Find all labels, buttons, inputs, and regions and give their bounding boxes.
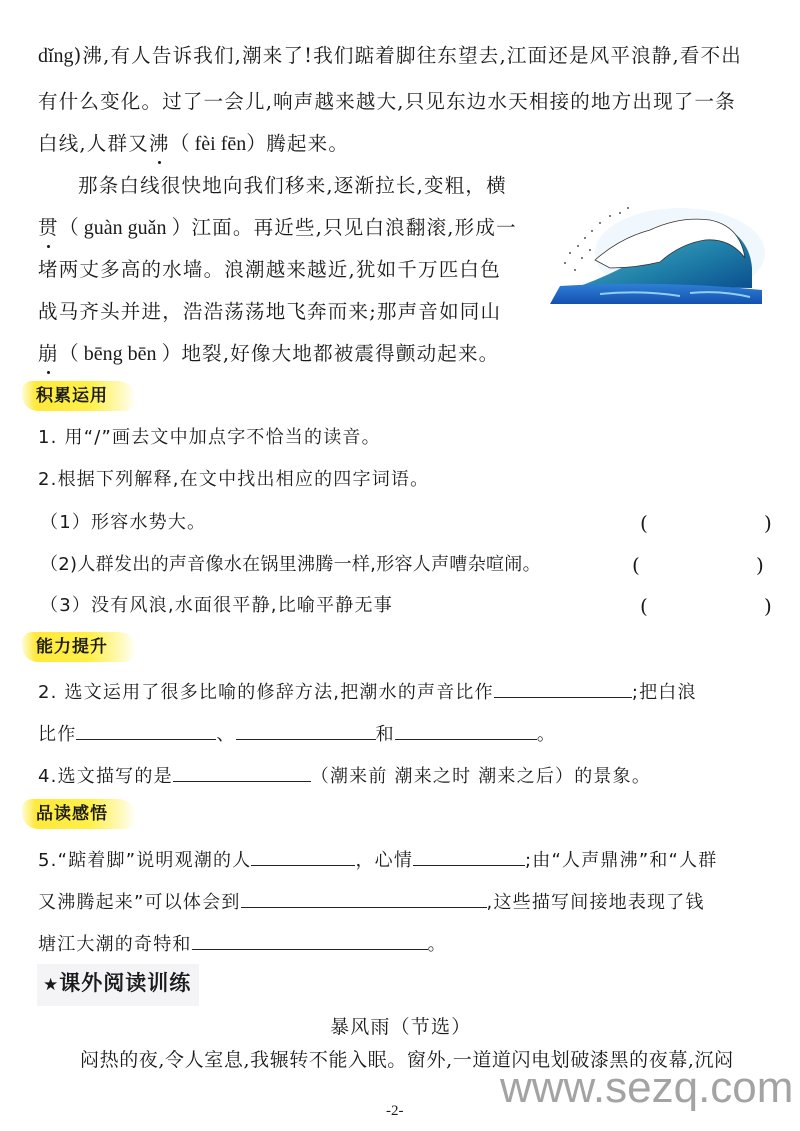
question-text: 2. 选文运用了很多比喻的修辞方法,把潮水的声音比作 xyxy=(38,682,494,703)
sub-question-2: （2)人群发出的声音像水在锅里沸腾一样,形容人声嘈杂喧闹。 xyxy=(40,554,541,575)
question-text: ，心情 xyxy=(355,850,414,871)
question-text: 和 xyxy=(375,724,395,745)
answer-open-paren: ( xyxy=(632,553,640,577)
section-tag-appreciate: 品读感悟 xyxy=(22,799,136,829)
passage-line-3 xyxy=(38,130,349,158)
passage-text: 那条白线很快地向我们移来,逐渐拉长,变粗，横 xyxy=(78,174,507,197)
star-icon: ★ xyxy=(43,975,60,995)
question-5-line1 xyxy=(38,845,718,875)
dotted-char: 崩 xyxy=(38,340,59,368)
answer-close-paren: ) xyxy=(764,511,772,535)
passage-text: 腾起来。 xyxy=(266,132,350,155)
question-ability-4 xyxy=(38,761,651,791)
passage-line-4 xyxy=(78,172,507,200)
answer-open-paren: ( xyxy=(640,511,648,535)
article-first-line: 闷热的夜,令人室息,我辗转不能入眠。窗外,一道道闪电划破漆黑的夜幕,沉闷 xyxy=(80,1049,734,1071)
fill-blank[interactable] xyxy=(251,845,355,866)
question-2: 2.根据下列解释,在文中找出相应的四字词语。 xyxy=(38,469,430,490)
question-text: 又沸腾起来”可以体会到 xyxy=(38,892,241,913)
question-5-line2 xyxy=(38,887,705,917)
answer-close-paren: ) xyxy=(756,553,764,577)
fill-blank[interactable] xyxy=(241,887,487,908)
passage-text: 有什么变化。过了一会儿,响声越来越大,只见东边水天相接的地方出现了一条 xyxy=(38,90,736,113)
question-1: 1. 用“/”画去文中加点字不恰当的读音。 xyxy=(38,427,381,448)
answer-open-paren: ( xyxy=(640,594,648,618)
fill-blank[interactable] xyxy=(192,929,428,950)
question-text: 比作 xyxy=(38,724,77,745)
passage-line-8 xyxy=(38,340,499,368)
article-title: 暴风雨（节选） xyxy=(330,1016,472,1038)
dotted-char: 贯 xyxy=(38,214,59,242)
pinyin-options: （ bēng bēn ） xyxy=(58,343,182,365)
page-number: -2- xyxy=(386,1103,404,1119)
watermark: www.sezq.com xyxy=(500,1063,794,1112)
passage-line-1 xyxy=(38,42,742,70)
sub-question-1: （1）形容水势大。 xyxy=(40,512,207,533)
passage-text: 江面。再近些,只见白浪翻滚,形成一 xyxy=(191,216,517,239)
extra-reading-title: 课外阅读训练 xyxy=(59,971,192,995)
question-text: （潮来前 潮来之时 潮来之后）的景象。 xyxy=(310,766,652,787)
section-tag-accumulate: 积累运用 xyxy=(22,381,136,411)
fill-blank[interactable] xyxy=(494,677,632,698)
question-5-line3 xyxy=(38,929,447,959)
fill-blank[interactable] xyxy=(413,845,525,866)
answer-slot-1[interactable] xyxy=(656,509,760,537)
passage-line-7 xyxy=(38,298,501,326)
question-text: ;由“人声鼎沸”和“人群 xyxy=(525,850,718,871)
separator: 、 xyxy=(216,724,236,745)
wave-illustration xyxy=(540,198,765,304)
sub-question-3: （3）没有风浪,水面很平静,比喻平静无事 xyxy=(40,595,393,616)
fill-blank[interactable] xyxy=(395,719,537,740)
question-ability-2-line1 xyxy=(38,677,697,707)
fill-blank[interactable] xyxy=(236,719,376,740)
passage-text: 战马齐头并进，浩浩荡荡地飞奔而来;那声音如同山 xyxy=(38,300,502,323)
question-text: 塘江大潮的奇特和 xyxy=(38,934,192,955)
pinyin-fragment: dǐng xyxy=(38,45,74,67)
question-text: 。 xyxy=(427,934,447,955)
dotted-char: 沸 xyxy=(149,130,170,158)
question-text: 。 xyxy=(536,724,557,745)
pinyin-options: （ guàn guǎn ） xyxy=(58,217,192,239)
question-text: ;把白浪 xyxy=(631,682,697,703)
pinyin-options: （ fèi fēn） xyxy=(169,133,267,155)
question-text: ,这些描写间接地表现了钱 xyxy=(486,892,705,913)
answer-slot-2[interactable] xyxy=(648,551,752,579)
question-text: 5.“踮着脚”说明观潮的人 xyxy=(38,850,252,871)
passage-text: 白线,人群又 xyxy=(38,132,149,155)
passage-text: )沸,有人告诉我们,潮来了!我们踮着脚往东望去,江面还是风平浪静,看不出 xyxy=(73,44,743,67)
fill-blank[interactable] xyxy=(76,719,216,740)
passage-text: 堵两丈多高的水墙。浪潮越来越近,犹如千万匹白色 xyxy=(38,258,501,281)
section-tag-ability: 能力提升 xyxy=(22,632,136,662)
answer-close-paren: ) xyxy=(764,594,772,618)
passage-text: 地裂,好像大地都被震得颤动起来。 xyxy=(181,342,500,365)
question-ability-2-line2 xyxy=(38,719,556,749)
answer-slot-3[interactable] xyxy=(656,592,760,620)
passage-line-2 xyxy=(38,88,736,116)
passage-line-5 xyxy=(38,214,517,242)
fill-blank[interactable] xyxy=(173,761,311,782)
passage-line-6 xyxy=(38,256,501,284)
question-text: 4.选文描写的是 xyxy=(38,766,173,787)
extra-reading-heading xyxy=(37,964,199,1006)
